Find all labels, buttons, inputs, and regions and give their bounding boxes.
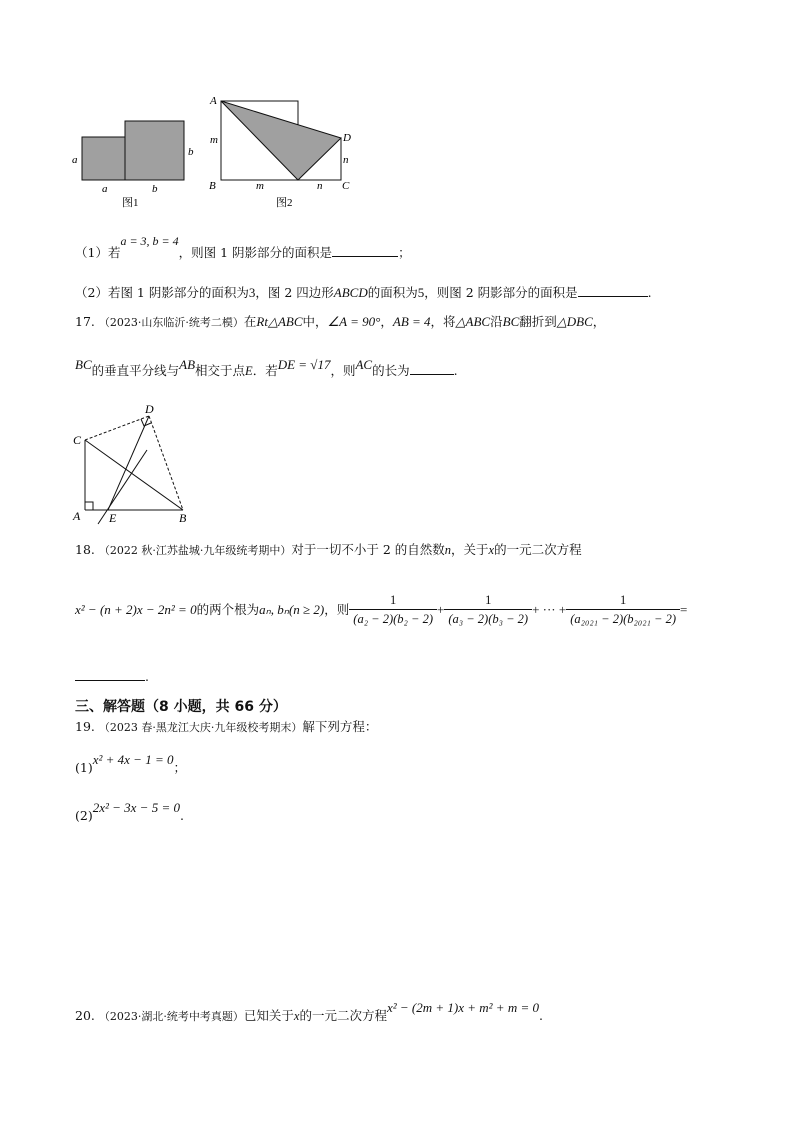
- q18-n: n: [444, 543, 452, 557]
- q20-text-b: 的一元二次方程: [299, 1008, 387, 1023]
- q19-p1-label: (1): [75, 760, 93, 775]
- q16-2-end: .: [647, 285, 652, 300]
- q17-line2-text-a: 的垂直平分线与: [91, 363, 180, 378]
- q17-text-e: 翻折到: [519, 314, 557, 329]
- q16-2-value2: 5: [417, 285, 425, 300]
- q18-frac2-num: 1: [485, 593, 492, 607]
- fig2-point-D: D: [343, 132, 351, 144]
- q19-p2-equation: 2x² − 3x − 5 = 0: [92, 800, 180, 815]
- q16-2-value1: 3: [248, 285, 256, 300]
- q17-point-e: E: [245, 364, 253, 378]
- fig3-segment-db: [149, 416, 183, 510]
- q17-triangle-dbc: △DBC: [556, 314, 593, 329]
- q16-part2: [75, 284, 652, 301]
- fig1-label-a-bottom: a: [102, 183, 108, 195]
- q17-angle: ∠A = 90°: [327, 314, 381, 329]
- fig2-point-C: C: [342, 180, 350, 192]
- q16-2-mid3: ，则图 2 阴影部分的面积是: [424, 285, 578, 300]
- fig2-point-A: A: [210, 95, 217, 107]
- fig1-square-b: [125, 121, 184, 180]
- fig1-square-a: [82, 137, 125, 180]
- q18-frac1-num: 1: [390, 593, 397, 607]
- fig1-label-b-side: b: [188, 146, 194, 158]
- q17-text-f: ，: [592, 314, 606, 329]
- q18-text-b: ，关于: [451, 542, 489, 557]
- q17-number: 17.: [75, 314, 95, 329]
- q20-x: x: [293, 1009, 300, 1023]
- q16-1-text: ，则图 1 阴影部分的面积是: [178, 245, 333, 260]
- q19-part1: [75, 752, 186, 775]
- q19-p1-equation: x² + 4x − 1 = 0: [92, 752, 174, 767]
- q17-rt-triangle: Rt△ABC: [256, 314, 303, 329]
- q18-dots: + ··· +: [532, 601, 567, 617]
- q18-plus: +: [437, 601, 445, 617]
- q18-text-a: 对于一切不小于 2 的自然数: [291, 542, 445, 557]
- fig3-right-angle-a: [85, 502, 93, 510]
- q16-2-answer-blank[interactable]: [578, 284, 648, 297]
- q19-source: （2023 春·黑龙江大庆·九年级校考期末）: [98, 721, 303, 734]
- q18-line1: [75, 542, 582, 559]
- fig2-label-n-bottom: n: [317, 180, 323, 192]
- q19-text: 解下列方程：: [302, 719, 378, 734]
- q17-de: DE = √17: [277, 357, 331, 372]
- q19-number: 19.: [75, 719, 95, 734]
- q17-line2-ab: AB: [179, 357, 196, 372]
- q18-equals: =: [680, 601, 688, 617]
- fig2-label-n-right: n: [343, 154, 349, 166]
- q19-part2: [75, 800, 184, 823]
- q17-sep: ，: [380, 314, 393, 329]
- q18-fraction-2: [444, 592, 532, 627]
- fig3-point-A: A: [73, 509, 81, 523]
- q17-ac: AC: [355, 357, 373, 372]
- q19-line1: [75, 719, 377, 736]
- q19-p2-label: (2): [75, 808, 93, 823]
- q17-end: .: [453, 363, 458, 378]
- q16-1-condition: a = 3, b = 4: [120, 234, 179, 248]
- q18-x: x: [488, 543, 495, 557]
- q18-fraction-3: [566, 592, 680, 627]
- q17-line2-text-c: ．若: [252, 363, 278, 378]
- q16-2-mid1: ，图 2 四边形: [255, 285, 334, 300]
- q16-2-prefix: （2）若图 1 阴影部分的面积为: [75, 285, 249, 300]
- fig2-point-B: B: [209, 180, 216, 192]
- q19-p2-end: .: [179, 808, 184, 823]
- fig3-segment-de: [108, 416, 149, 510]
- q20-source: （2023·湖北·统考中考真题）: [98, 1010, 244, 1023]
- figure-1: [60, 110, 200, 210]
- q18-frac2-den: (a₃ − 2)(b₃ − 2): [444, 609, 532, 627]
- q18-source: （2022 秋·江苏盐城·九年级统考期中）: [98, 544, 292, 557]
- q18-frac3-num: 1: [619, 593, 627, 607]
- q18-frac1-den: (a₂ − 2)(b₂ − 2): [349, 609, 437, 627]
- q17-line2-text-b: 相交于点: [195, 363, 246, 378]
- fig3-perpendicular-bisector: [98, 450, 147, 524]
- q18-answer-blank[interactable]: [75, 668, 145, 681]
- q17-line2: [75, 357, 458, 379]
- q18-number: 18.: [75, 542, 95, 557]
- fig2-shaded-triangle: [221, 101, 341, 180]
- q16-part1: [75, 234, 411, 261]
- q18-fraction-1: [349, 592, 437, 627]
- fig1-caption: 图1: [122, 197, 139, 209]
- q17-source: （2023·山东临沂·统考二模）: [98, 316, 244, 329]
- q20-equation: x² − (2m + 1)x + m² + m = 0: [386, 1000, 539, 1015]
- section-3-title: 三、解答题（8 小题，共 66 分）: [75, 699, 287, 715]
- q17-text-d: 沿: [490, 314, 503, 329]
- q20-end: .: [539, 1008, 543, 1023]
- q16-1-end: ；: [398, 245, 411, 260]
- q17-ab: AB = 4: [392, 314, 431, 329]
- q18-roots: aₙ, bₙ(n ≥ 2): [259, 601, 325, 617]
- q17-line1: [75, 314, 605, 331]
- q18-equation: x² − (n + 2)x − 2n² = 0: [75, 601, 197, 617]
- q18-line2: [75, 592, 687, 627]
- q18-end: .: [145, 669, 149, 684]
- fig3-point-D: D: [145, 402, 154, 416]
- q16-1-answer-blank[interactable]: [332, 244, 398, 257]
- q17-text-a: 在: [243, 314, 257, 329]
- q18-line3: [75, 668, 149, 685]
- fig2-label-m-bottom: m: [256, 180, 264, 192]
- q17-bc: BC: [502, 314, 520, 329]
- fig2-caption: 图2: [276, 197, 293, 209]
- fig3-point-B: B: [179, 511, 187, 525]
- q18-roots-text: 的两个根为: [196, 601, 260, 617]
- q17-line2-text-e: 的长为: [372, 363, 410, 378]
- fig2-label-m-left: m: [210, 134, 218, 146]
- q17-text-b: 中，: [302, 314, 328, 329]
- q18-text-c: 的一元二次方程: [494, 542, 582, 557]
- fig1-label-b-bottom: b: [152, 183, 158, 195]
- fig3-point-C: C: [73, 433, 82, 447]
- q17-answer-blank[interactable]: [410, 362, 454, 375]
- q20-line1: [75, 1000, 543, 1023]
- q16-2-quad: ABCD: [333, 285, 368, 300]
- q20-number: 20.: [75, 1008, 95, 1023]
- q18-frac3-den: (a₂₀₂₁ − 2)(b₂₀₂₁ − 2): [566, 609, 680, 627]
- q17-line2-text-d: ，则: [330, 363, 356, 378]
- figure-2: [200, 90, 370, 215]
- fig1-label-a-side: a: [72, 154, 78, 166]
- fig3-point-E: E: [109, 511, 117, 525]
- q17-text-c: ，将: [430, 314, 456, 329]
- q20-text-a: 已知关于: [243, 1008, 294, 1023]
- q19-p1-end: ；: [173, 760, 186, 775]
- q16-2-mid2: 的面积为: [367, 285, 418, 300]
- figure-3: [65, 398, 205, 528]
- q17-triangle-abc: △ABC: [455, 314, 491, 329]
- fig3-segment-cd: [85, 416, 149, 440]
- q17-line2-bc: BC: [75, 357, 92, 372]
- q16-1-prefix: （1）若: [75, 245, 121, 260]
- q18-then: ，则: [324, 601, 350, 617]
